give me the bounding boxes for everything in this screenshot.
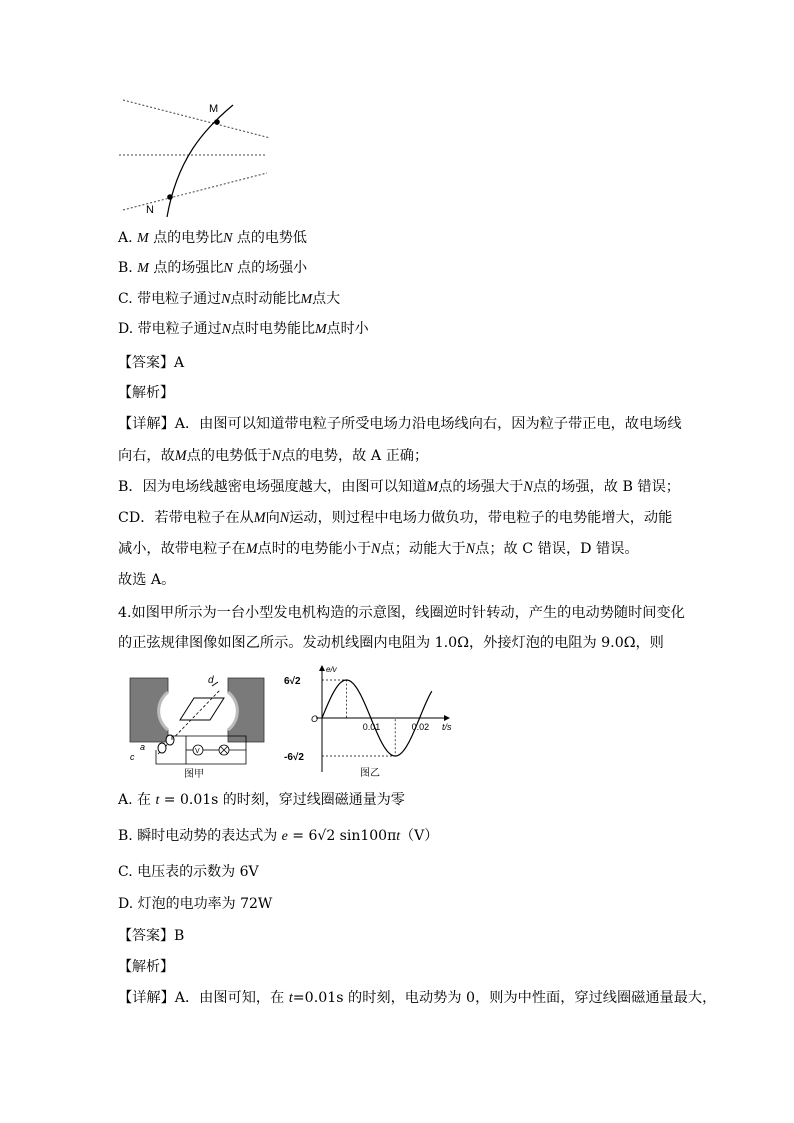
y-tick-label-min: -6√2 [284, 752, 304, 763]
slip-ring-1 [166, 735, 174, 745]
q4-option-c: C. 电压表的示数为 6V [118, 864, 259, 880]
q3-option-d: D. 带电粒子通过N点时电势能比M点时小 [118, 321, 369, 337]
field-line-lower [123, 173, 267, 210]
label-m: M [209, 103, 219, 115]
emf-sine-chart [282, 660, 462, 780]
q4-option-b: B. 瞬时电动势的表达式为 e = 6√2 sin100πt（V） [118, 828, 439, 844]
field-line-figure [115, 92, 275, 222]
q3-detail-line-5: 减小，故带电粒子在M点时的电势能小于N点；动能大于N点；故 C 错误，D 错误。 [118, 541, 639, 557]
q3-detail-line-2: 向右，故M点的电势低于N点的电势，故 A 正确； [118, 448, 429, 464]
label-c: c [130, 752, 135, 762]
x-axis-label: t/s [442, 722, 452, 732]
q3-option-b: B. M 点的场强比N 点的场强小 [118, 260, 308, 276]
slip-ring-2 [158, 743, 166, 753]
magnet-left [130, 678, 168, 742]
magnet-right [228, 678, 264, 742]
q4-analysis-heading: 【解析】 [118, 959, 174, 975]
y-axis-label: e/v [326, 665, 337, 674]
q4-detail-line-1: 【详解】A．由图可知，在 t=0.01s 的时刻，电动势为 0，则为中性面，穿过线圈磁通量最大， [118, 990, 717, 1006]
q4-option-a: A. 在 t = 0.01s 的时刻，穿过线圈磁通量为零 [118, 792, 405, 808]
trough-guide [322, 718, 395, 756]
point-m [214, 119, 220, 125]
label-d: d [208, 675, 214, 686]
x-axis-arrow [444, 715, 450, 721]
q3-analysis-heading: 【解析】 [118, 385, 174, 401]
fig-yi-caption: 图乙 [360, 768, 380, 779]
q3-choose: 故选 A。 [118, 572, 176, 588]
y-axis-arrow [319, 665, 325, 671]
point-n [167, 194, 173, 200]
q4-stem-line-1: 4.如图甲所示为一台小型发电机构造的示意图，线圈逆时针转动，产生的电动势随时间变化 [118, 605, 685, 621]
svg-text:V: V [195, 748, 200, 755]
q3-option-a: A. M 点的电势比N 点的电势低 [118, 230, 307, 246]
field-line-upper [123, 100, 270, 138]
label-a: a [140, 742, 146, 752]
q3-answer: 【答案】A [118, 355, 185, 371]
fig-jia-caption: 图甲 [184, 769, 204, 780]
q4-answer: 【答案】B [118, 928, 185, 944]
q3-detail-line-1: 【详解】A．由图可以知道带电粒子所受电场力沿电场线向右，因为粒子带正电，故电场线 [118, 416, 682, 432]
q3-detail-line-4: CD．若带电粒子在从M向N运动，则过程中电场力做负功，带电粒子的电势能增大，动能 [118, 510, 673, 526]
q3-option-c: C. 带电粒子通过N点时动能比M点大 [118, 291, 341, 307]
q3-detail-line-3: B．因为电场线越密电场强度越大，由图可以知道M点的场强大于N点的场强，故 B 错误； [118, 479, 680, 495]
generator-figure [128, 668, 268, 780]
q4-stem-line-2: 的正弦规律图像如图乙所示。发动机线圈内电阻为 1.0Ω，外接灯泡的电阻为 9.0Ω，则 [118, 635, 664, 651]
x-tick-label-1: 0.01 [362, 722, 381, 732]
label-n: N [146, 204, 154, 216]
particle-trajectory [167, 105, 233, 217]
q4-option-d: D. 灯泡的电功率为 72W [118, 896, 273, 912]
peak-guide [322, 680, 346, 718]
x-tick-label-2: 0.02 [411, 722, 430, 732]
origin-label: O [311, 714, 319, 724]
y-tick-label-max: 6√2 [284, 676, 301, 687]
